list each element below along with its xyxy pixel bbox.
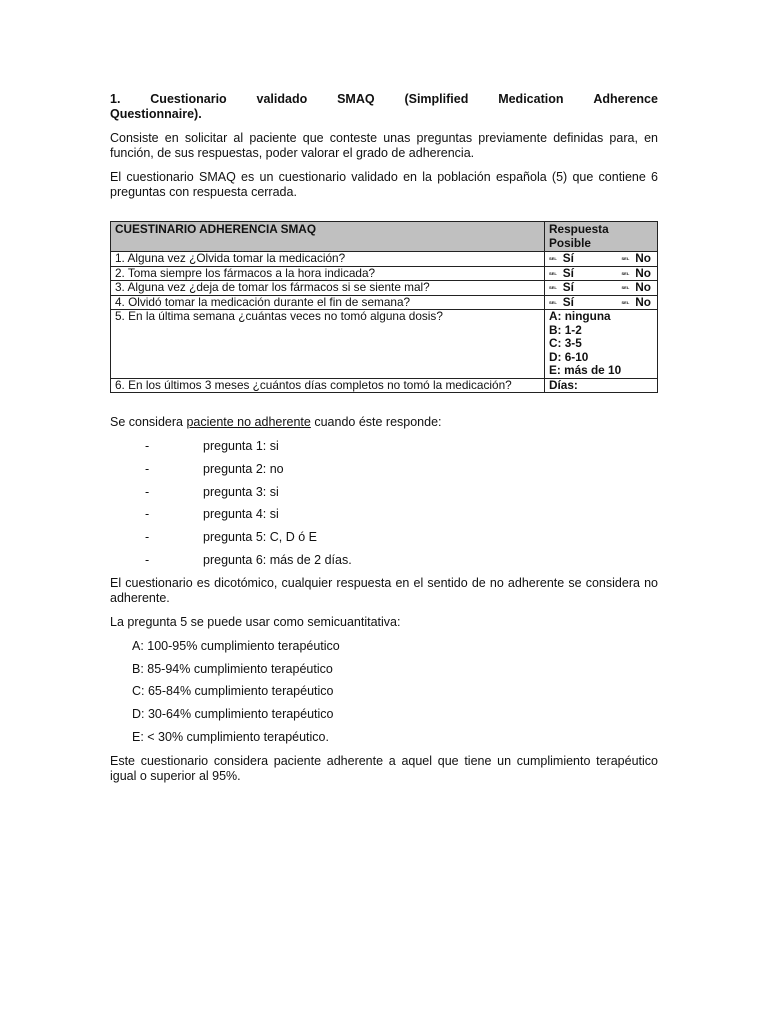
section-heading	[110, 92, 658, 122]
validated-paragraph: El cuestionario SMAQ es un cuestionario validado en la población española (5) que contiene 6 preguntas con respuesta cerrada.	[110, 170, 658, 199]
list-item-text: pregunta 3: si	[203, 484, 279, 499]
option-marker: SEL	[549, 285, 557, 290]
answer-option[interactable]: A: ninguna	[549, 309, 611, 323]
list-item: B: 85-94% cumplimiento terapéutico	[132, 661, 333, 676]
list-item-text: pregunta 6: más de 2 días.	[203, 552, 352, 567]
heading-word: validado	[256, 92, 308, 106]
criteria-intro	[110, 415, 658, 430]
option-marker: SEL	[621, 270, 630, 276]
table-row	[111, 252, 658, 267]
list-item	[110, 485, 658, 500]
answer-cell	[545, 252, 658, 267]
answer-option[interactable]: B: 1-2	[549, 322, 582, 337]
question-cell: 5. En la última semana ¿cuántas veces no tomó alguna dosis?	[111, 310, 545, 379]
question-cell: 3. Alguna vez ¿deja de tomar los fármacos si se siente mal?	[111, 281, 545, 296]
conclusion-paragraph: Este cuestionario considera paciente adherente a aquel que tiene un cumplimiento terapéutico igual o superior al 95%.	[110, 753, 658, 783]
table-row	[111, 281, 658, 296]
yes-option[interactable]: Sí	[562, 251, 574, 265]
question-cell: 6. En los últimos 3 meses ¿cuántos días completos no tomó la medicación?	[111, 378, 545, 393]
answer-option[interactable]: C: 3-5	[549, 336, 582, 350]
no-option[interactable]: No	[635, 280, 651, 294]
list-item-text: pregunta 4: si	[203, 507, 279, 522]
heading-line-1	[110, 92, 658, 107]
semi-list	[110, 639, 658, 745]
list-dash: -	[145, 552, 150, 567]
criteria-list	[110, 439, 658, 568]
criteria-intro-underlined: paciente no adherente	[186, 415, 311, 429]
heading-word: Adherence	[593, 92, 658, 106]
semi-intro: La pregunta 5 se puede usar como semicuantitativa:	[110, 614, 401, 629]
question-cell: 1. Alguna vez ¿Olvida tomar la medicación?	[111, 252, 545, 267]
answer-option[interactable]: D: 6-10	[549, 349, 589, 364]
list-item	[110, 439, 658, 454]
list-item-text: pregunta 2: no	[203, 461, 284, 476]
dichotomic-paragraph: El cuestionario es dicotómico, cualquier respuesta en el sentido de no adherente se considera no adherente.	[110, 575, 658, 605]
criteria-intro-text: Se considera	[110, 415, 187, 429]
question-cell: 4. Olvidó tomar la medicación durante el fin de semana?	[111, 295, 545, 310]
answer-option[interactable]: E: más de 10	[549, 363, 622, 377]
list-item: A: 100-95% cumplimiento terapéutico	[132, 638, 340, 653]
list-item: E: < 30% cumplimiento terapéutico.	[132, 729, 329, 744]
header-answer-cell: Respuesta Posible	[545, 222, 658, 252]
list-item	[110, 462, 658, 477]
list-dash: -	[145, 484, 150, 499]
heading-word: Cuestionario	[150, 92, 227, 106]
heading-line-2: Questionnaire).	[110, 107, 202, 121]
list-item	[110, 507, 658, 522]
answer-cell	[545, 295, 658, 310]
list-item	[110, 553, 658, 568]
option-marker: SEL	[621, 285, 630, 290]
answer-options-cell	[545, 310, 658, 379]
no-option[interactable]: No	[635, 265, 651, 280]
criteria-intro-text: cuando éste responde:	[310, 415, 442, 429]
heading-word: (Simplified	[404, 92, 469, 106]
option-marker: SEL	[621, 299, 630, 305]
table-row	[111, 266, 658, 281]
answer-cell	[545, 266, 658, 281]
yes-option[interactable]: Sí	[562, 294, 574, 309]
yes-option[interactable]: Sí	[562, 280, 574, 294]
heading-word: SMAQ	[337, 92, 375, 106]
header-question-cell: CUESTINARIO ADHERENCIA SMAQ	[111, 222, 545, 252]
heading-word: Medication	[498, 92, 564, 106]
document-page	[110, 92, 658, 793]
yes-option[interactable]: Sí	[562, 265, 574, 280]
heading-word: 1.	[110, 92, 121, 106]
list-dash: -	[145, 439, 150, 453]
option-marker: SEL	[549, 299, 557, 305]
intro-paragraph: Consiste en solicitar al paciente que conteste unas preguntas previamente definidas para, en función, de sus respuestas, poder valorar el grado de adherencia.	[110, 131, 658, 160]
answer-cell	[545, 281, 658, 296]
no-option[interactable]: No	[635, 294, 651, 309]
list-item: C: 65-84% cumplimiento terapéutico	[132, 684, 334, 699]
option-marker: SEL	[549, 270, 557, 276]
list-dash: -	[145, 461, 150, 476]
list-dash: -	[145, 530, 150, 545]
days-answer-cell[interactable]: Días:	[545, 378, 658, 393]
table-row	[111, 295, 658, 310]
table-header-row	[111, 222, 658, 252]
list-item: D: 30-64% cumplimiento terapéutico	[132, 707, 334, 722]
list-item-text: pregunta 5: C, D ó E	[203, 530, 317, 545]
list-item-text: pregunta 1: si	[203, 439, 279, 453]
option-marker: SEL	[621, 256, 630, 261]
smaq-table	[110, 221, 658, 393]
table-row	[111, 310, 658, 379]
question-cell: 2. Toma siempre los fármacos a la hora indicada?	[111, 266, 545, 281]
table-row	[111, 378, 658, 393]
list-dash: -	[145, 507, 150, 522]
list-item	[110, 530, 658, 545]
option-marker: SEL	[549, 256, 557, 261]
no-option[interactable]: No	[635, 251, 651, 265]
